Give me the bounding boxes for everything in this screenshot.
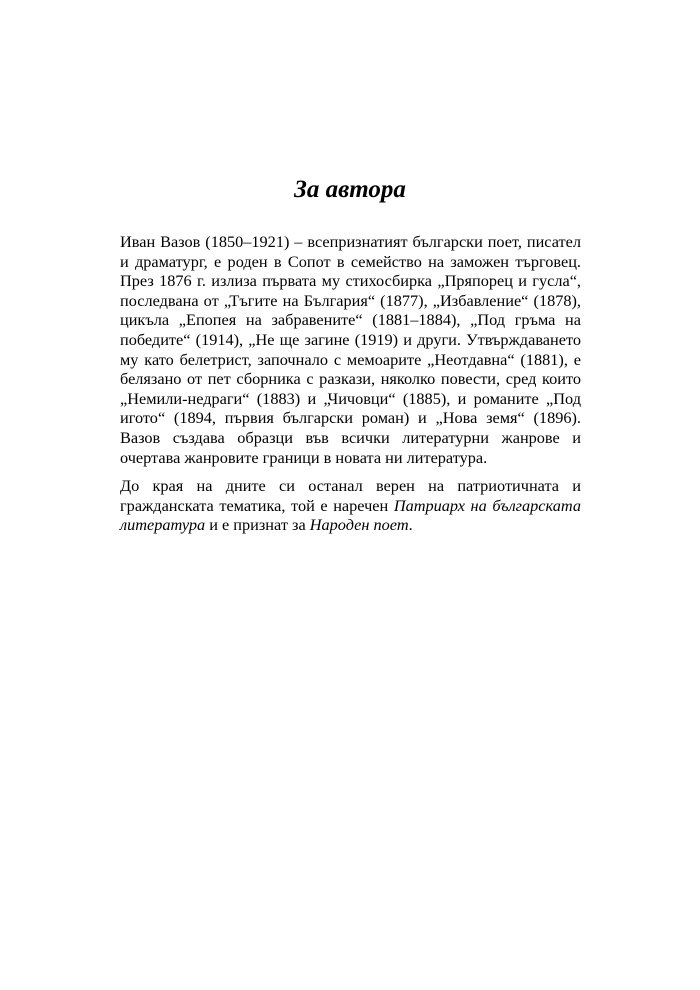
paragraph-biography: Иван Вазов (1850–1921) – всепризнатият български поет, писател и драматург, е роден в Сопот в семейство на заможен търговец. През 1876 г. излиза първата му стихосбирка „Пряпорец и гусла“, последвана от „Тъгите на България“ (1877), „Избавление“ (1878), цикъла „Епопея на забравените“ (1881–1884), „Под гръма на победите“ (1914), „Не ще загине (1919) и други. Утвърждаването му като белетрист, започнало с мемоарите „Неотдавна“ (1881), е белязано от пет сборника с разкази, няколко повести, сред които „Немили-недраги“ (1883) и „Чичовци“ (1885), и романите „Под игото“ (1894, първия български роман) и „Нова земя“ (1896). Вазов създава образци във всички литературни жанрове и очертава жанровите граници в новата ни литература. xyxy=(120,232,581,467)
legacy-text-part1: До края на дните си останал верен на патриотичната и гражданската тематика, той е наречен xyxy=(120,476,581,515)
legacy-italic-title-poet: Народен поет xyxy=(309,515,409,535)
legacy-text-part2: и е признат за xyxy=(205,515,310,535)
legacy-italic-title-patriarch: Патриарх на българската литература xyxy=(120,495,581,535)
legacy-text-part3: . xyxy=(408,515,413,535)
page-title: За автора xyxy=(294,176,406,203)
body-text xyxy=(120,232,581,535)
paragraph-legacy xyxy=(120,476,581,535)
